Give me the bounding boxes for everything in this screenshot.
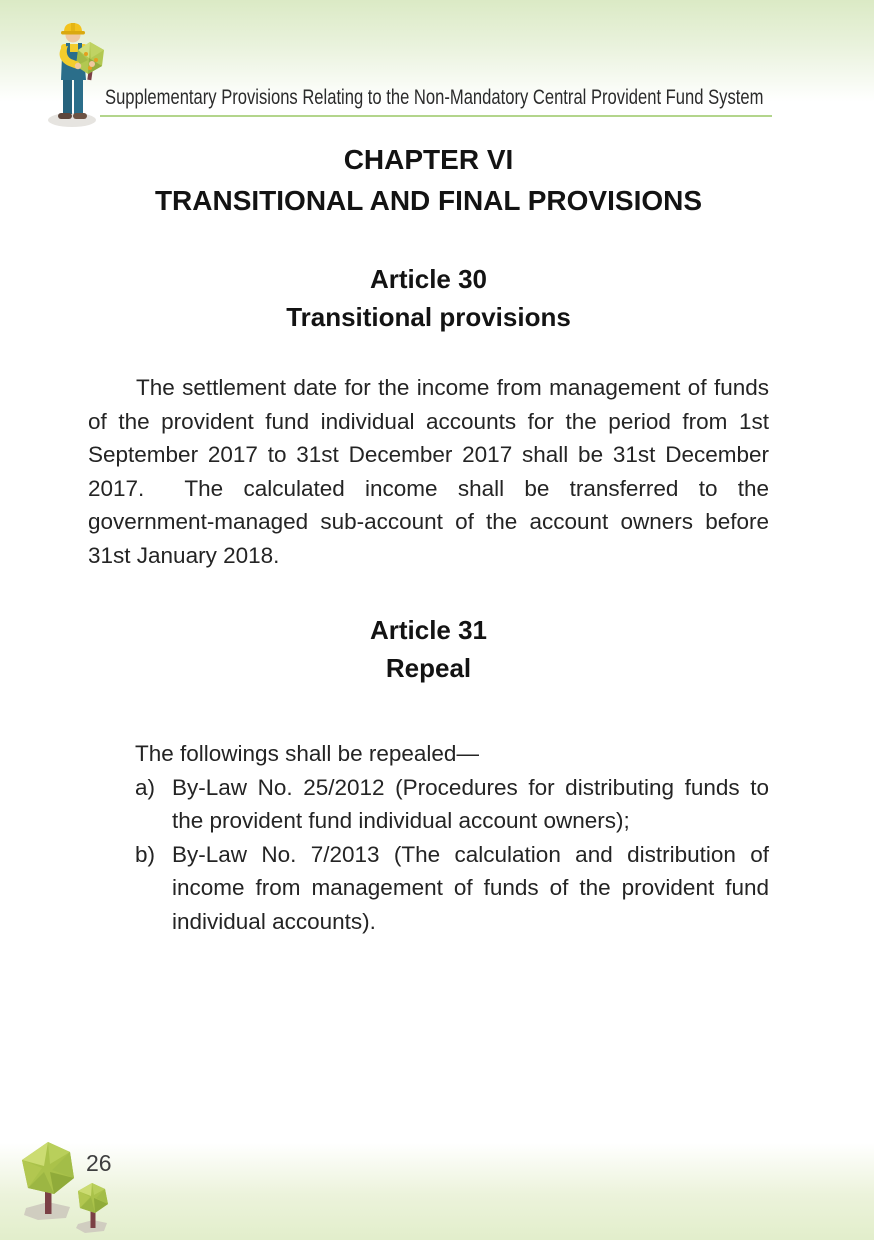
chapter-heading (88, 139, 769, 221)
article-30-heading (88, 261, 769, 336)
header-divider-rule (100, 115, 772, 117)
page-number: 26 (86, 1150, 112, 1176)
header-title: Supplementary Provisions Relating to the Non-Mandatory Central Provident Fund System (105, 86, 764, 109)
article-30-paragraph: The settlement date for the income from management of funds of the provident fund individual accounts for the period from 1st September 2017 to 31st December 2017 shall be 31st December 2017. The calculated income shall be transferred to the government-managed sub-account of the account owners before 31st January 2018. (88, 375, 776, 568)
chapter-label: CHAPTER VI (343, 144, 514, 175)
list-item-label: b) (135, 841, 156, 867)
list-item (135, 771, 769, 838)
chapter-title: TRANSITIONAL AND FINAL PROVISIONS (154, 185, 703, 216)
list-item-text: By-Law No. 7/2013 (The calculation and distribution of income from management of funds of the provident fund individual accounts). (172, 841, 769, 934)
list-item-label: a) (135, 774, 156, 800)
article-30-number: Article 30 (369, 264, 488, 294)
repeal-intro: The followings shall be repealed— (135, 741, 479, 766)
article-31-heading (88, 612, 769, 687)
article-31-number: Article 31 (369, 615, 488, 645)
repeal-section (135, 737, 769, 938)
construction-worker-icon (42, 16, 108, 128)
article-31-subheading: Repeal (385, 652, 472, 683)
list-item (135, 838, 769, 939)
article-30-subheading: Transitional provisions (286, 301, 571, 332)
list-item-text: By-Law No. 25/2012 (Procedures for distributing funds to the provident fund individual account owners); (172, 774, 769, 833)
low-poly-trees-icon (12, 1138, 124, 1238)
